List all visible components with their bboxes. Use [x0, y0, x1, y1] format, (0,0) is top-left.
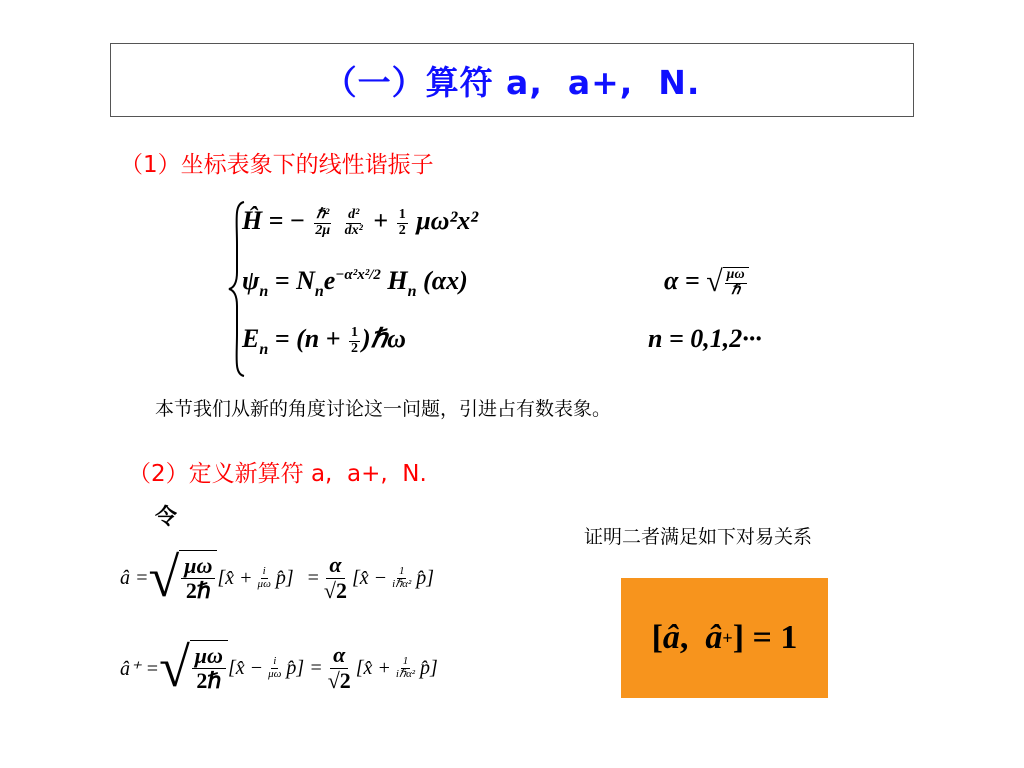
sqrt-mu-omega-over-2hbar	[159, 637, 228, 699]
frac-numerator: i	[273, 654, 277, 667]
hamiltonian-symbol: Ĥ	[242, 206, 263, 235]
frac-numerator: d²	[348, 206, 360, 222]
sqrt-mu-omega-over-hbar	[706, 267, 748, 298]
bracket-open: [x̂ +	[355, 656, 391, 679]
frac-numerator: 1	[351, 324, 358, 340]
bracket-close: p̂] =	[286, 656, 323, 679]
potential-term: μω²x²	[416, 206, 479, 235]
slide-title: （一）算符 a, a+, N.	[323, 62, 701, 102]
i-over-mu-omega-fraction	[256, 566, 273, 590]
frac-numerator: μω	[192, 644, 226, 669]
one-over-i-hbar-alpha2-fraction	[394, 656, 417, 680]
hbar-over-2mu-fraction	[313, 208, 332, 238]
hermite-subscript: n	[407, 283, 417, 300]
frac-denominator: μω	[268, 667, 282, 680]
frac-denominator: 2ℏ	[185, 578, 211, 603]
mu-omega-over-hbar-fraction	[725, 268, 747, 298]
frac-denominator: iℏα²	[392, 577, 412, 590]
one-half-fraction	[349, 326, 360, 356]
hamiltonian-eq-minus: = −	[268, 206, 305, 235]
wavefunction-equation	[242, 266, 468, 301]
frac-denominator: 2	[398, 222, 406, 238]
frac-numerator: i	[262, 564, 266, 577]
frac-denominator: μω	[257, 577, 271, 590]
hermite-symbol: H	[387, 266, 408, 295]
bracket-open: [x̂ −	[352, 566, 388, 589]
quantum-number-range: n = 0,1,2···	[648, 324, 762, 353]
energy-tail: )ℏω	[362, 324, 406, 353]
title-box	[110, 43, 914, 117]
alpha-over-sqrt2-fraction	[325, 643, 354, 692]
i-over-mu-omega-fraction	[266, 656, 283, 680]
energy-symbol: E	[242, 324, 260, 353]
energy-equation	[242, 324, 406, 359]
commutator-highlight-box	[621, 578, 828, 698]
radicand	[179, 550, 217, 606]
sqrt-mu-omega-over-2hbar	[148, 547, 218, 609]
exponent: −α²x²/2	[335, 267, 381, 283]
frac-numerator: α	[326, 553, 344, 578]
plus-sign: +	[373, 206, 389, 235]
second-derivative-fraction	[343, 208, 365, 238]
frac-denominator: 2μ	[315, 222, 331, 238]
normalization-term: = N	[274, 266, 315, 295]
bracket-open: [x̂ −	[227, 656, 264, 679]
psi-subscript: n	[259, 283, 269, 300]
energy-subscript: n	[259, 341, 269, 358]
frac-numerator: μω	[181, 554, 215, 579]
alpha-over-sqrt2-fraction	[321, 553, 350, 602]
annihilation-operator-formula	[120, 547, 435, 609]
commutator-a-dagger: â	[705, 619, 723, 656]
frac-numerator: 1	[398, 206, 406, 222]
radical-icon: √	[706, 265, 723, 299]
a-hat-lhs: â =	[120, 566, 149, 589]
frac-denominator: 2	[351, 340, 358, 356]
mu-omega-over-2hbar-fraction	[192, 644, 226, 693]
energy-expression: = (n +	[274, 324, 341, 353]
creation-operator-formula	[120, 637, 438, 699]
exponential-base: e	[323, 266, 336, 295]
alpha-label: α =	[664, 266, 700, 295]
proof-text: 证明二者满足如下对易关系	[584, 526, 813, 548]
frac-numerator: 1	[398, 564, 405, 577]
commutator-open: [	[651, 619, 663, 656]
frac-denominator: √2	[323, 577, 347, 603]
hermite-argument: (αx)	[423, 266, 468, 295]
dagger-superscript: +	[722, 627, 733, 648]
mu-omega-over-2hbar-fraction	[181, 554, 215, 603]
equals-sign: =	[307, 566, 319, 589]
bracket-close: p̂]	[420, 656, 438, 679]
normalization-subscript: n	[314, 283, 324, 300]
bracket-close: p̂]	[275, 566, 294, 589]
psi-symbol: ψ	[242, 266, 260, 295]
frac-numerator: ℏ²	[316, 206, 330, 222]
radical-icon: √	[159, 637, 190, 699]
intro-text: 本节我们从新的角度讨论这一问题，引进占有数表象。	[155, 398, 612, 420]
one-half-fraction	[397, 208, 408, 238]
frac-denominator: iℏα²	[395, 667, 416, 680]
bracket-close: p̂]	[416, 566, 435, 589]
radicand	[723, 267, 749, 298]
commutator-comma: ,	[679, 619, 706, 656]
frac-denominator: 2ℏ	[196, 668, 222, 693]
frac-denominator: √2	[327, 667, 351, 693]
frac-numerator: 1	[402, 654, 409, 667]
bracket-open: [x̂ +	[217, 566, 253, 589]
section2-heading: （2）定义新算符 a, a+, N.	[128, 461, 427, 487]
radicand	[190, 640, 228, 696]
frac-denominator: ℏ	[731, 283, 741, 299]
commutator-a: â	[662, 619, 680, 656]
a-dagger-lhs: â⁺ =	[120, 657, 160, 680]
one-over-i-hbar-alpha2-fraction	[390, 566, 413, 590]
frac-numerator: α	[330, 643, 348, 668]
equation-system	[228, 200, 828, 378]
radical-icon: √	[148, 547, 180, 609]
section1-heading: （1）坐标表象下的线性谐振子	[120, 152, 434, 178]
let-label: 令	[155, 505, 178, 530]
frac-numerator: μω	[726, 267, 745, 283]
commutator-close: ] = 1	[732, 619, 798, 656]
hamiltonian-equation	[242, 206, 478, 238]
alpha-definition	[664, 266, 749, 299]
frac-denominator: dx²	[344, 222, 363, 238]
